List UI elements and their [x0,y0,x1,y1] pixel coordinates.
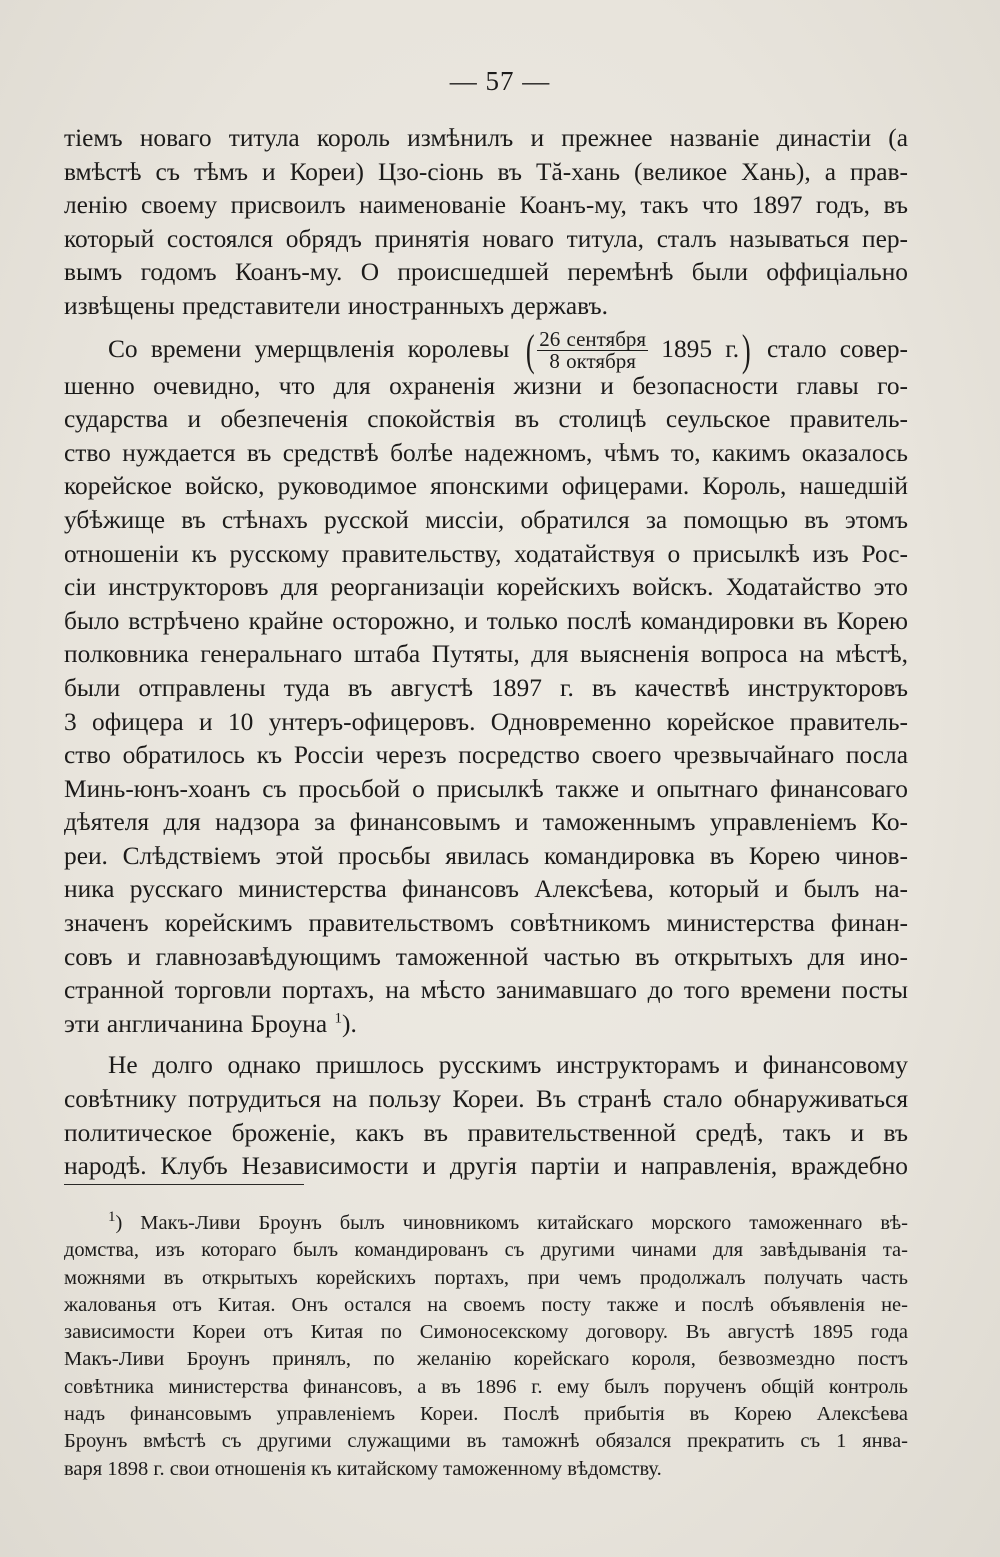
text-line: политическое броженіе, какъ въ правительственной средѣ, такъ и въ [64,1118,908,1147]
text-line: который состоялся обрядъ принятія новаго титула, сталъ называться пер- [64,224,908,253]
text-fragment: ). [342,1009,357,1038]
text-line: ленію своему присвоилъ наименованіе Коанъ-му, такъ что 1897 годъ, въ [64,191,908,220]
text-line: отношеніи къ русскому правительству, ходатайствуя о присылкѣ изъ Рос- [64,539,908,568]
text-line: совѣтнику потрудиться на пользу Кореи. Въ странѣ стало обнаруживаться [64,1085,908,1114]
footnote [64,1210,908,1483]
text-line: дѣятеля для надзора за финансовымъ и таможеннымъ управленіемъ Ко- [64,808,908,837]
text-line: были отправлены туда въ августѣ 1897 г. въ качествѣ инструкторовъ [64,673,908,702]
text-line: полковника генеральнаго штаба Путяты, для выясненія вопроса на мѣстѣ, [64,640,908,669]
footnote-line: надъ финансовымъ управленіемъ Кореи. Послѣ прибытія въ Корею Алексѣева [64,1403,908,1426]
text-line [64,1008,908,1042]
date-fraction [537,327,648,374]
text-line: совъ и главнозавѣдующимъ таможенной частью въ открытыхъ для ино- [64,942,908,971]
text-line: шенно очевидно, что для охраненія жизни и безопасности главы го- [64,371,908,400]
footnote-line [64,1210,908,1237]
text-line: корейское войско, руководимое японскими офицерами. Король, нашедшій [64,472,908,501]
text-line: Минь-юнъ-хоанъ съ просьбой о присылкѣ также и опытнаго финансоваго [64,774,908,803]
text-line-with-date-fraction [64,325,908,375]
page-number: — 57 — [449,66,551,96]
text-line: убѣжище въ стѣнахъ русской миссіи, обратился за помощью въ этомъ [64,505,908,534]
main-text [64,122,908,1184]
fraction-numerator: 26 сентября [539,327,647,352]
footnote-line: можнями въ открытыхъ корейскихъ портахъ, при чемъ продолжалъ получать часть [64,1266,908,1289]
paragraph-1 [64,122,908,324]
text-line: 3 офицера и 10 унтеръ-офицеровъ. Одновременно корейское правитель- [64,707,908,736]
text-line: странной торговли портахъ, на мѣсто занимавшаго до того времени посты [64,976,908,1005]
footnote-reference: 1 [334,1010,343,1027]
text-fragment: Со времени умерщвленія королевы [108,334,510,363]
year-text: 1895 г. [661,334,740,363]
footnote-line: домства, изъ котораго былъ командированъ съ другими чинами для завѣдыванія та- [64,1239,908,1262]
text-line: ство нуждается въ средствѣ болѣе надежномъ, чѣмъ то, какимъ оказалось [64,438,908,467]
text-line: извѣщены представители иностранныхъ державъ. [64,291,608,320]
text-line: Не долго однако пришлось русскимъ инструкторамъ и финансовому [108,1051,908,1080]
text-fragment: ) Макъ-Ливи Броунъ былъ чиновникомъ китайскаго морского таможеннаго вѣ- [115,1212,908,1234]
text-line: народѣ. Клубъ Независимости и другія партіи и направленія, враждебно [64,1152,908,1181]
footnote-line: совѣтника министерства финансовъ, а въ 1896 г. ему былъ порученъ общій контроль [64,1375,908,1398]
text-line: вмѣстѣ съ тѣмъ и Кореи) Цзо-сіонь въ Тă-хань (великое Хань), а прав- [64,157,908,186]
paragraph-3 [64,1049,908,1183]
text-line: вымъ годомъ Коанъ-му. О происшедшей перемѣнѣ были оффиціально [64,258,908,287]
footnote-line: Макъ-Ливи Броунъ принялъ, по желанію корейскаго короля, безвозмездно постъ [64,1348,908,1371]
open-parenthesis: ( [525,325,535,375]
text-line: ника русскаго министерства финансовъ Алексѣева, который и былъ на- [64,875,908,904]
text-line: сударства и обезпеченія спокойствія въ столицѣ сеульское правитель- [64,405,908,434]
text-line: было встрѣчено крайне осторожно, и только послѣ командировки въ Корею [64,606,908,635]
fraction-denominator: 8 октября [549,349,636,374]
footnote-line: жалованья отъ Китая. Онъ остался на своемъ посту также и послѣ объявленія не- [64,1293,908,1316]
footnote-separator [64,1184,304,1185]
text-fragment: эти англичанина Броуна [64,1009,328,1038]
text-fragment: стало совер- [767,334,908,363]
paragraph-2 [64,325,908,1042]
footnote-line: Броунъ вмѣстѣ съ другими служащими въ таможнѣ обязался прекратить съ 1 янва- [64,1430,908,1453]
text-line: ство обратилось къ Россіи черезъ посредство своего чрезвычайнаго посла [64,741,908,770]
text-line: тіемъ новаго титула король измѣнилъ и прежнее названіе династіи (а [64,124,908,152]
footnote-line: варя 1898 г. свои отношенія къ китайскому таможенному вѣдомству. [64,1457,662,1480]
close-parenthesis: ) [742,325,751,375]
text-line: сіи инструкторовъ для реорганизаціи корейскихъ войскъ. Ходатайство это [64,573,908,602]
footnote-line: зависимости Кореи отъ Китая по Симоносекскому договору. Въ августѣ 1895 года [64,1321,908,1344]
footnote-marker: 1 [108,1209,116,1226]
text-line: реи. Слѣдствіемъ этой просьбы явилась командировка въ Корею чинов- [64,841,908,870]
text-line: значенъ корейскимъ правительствомъ совѣтникомъ министерства финан- [64,909,908,938]
